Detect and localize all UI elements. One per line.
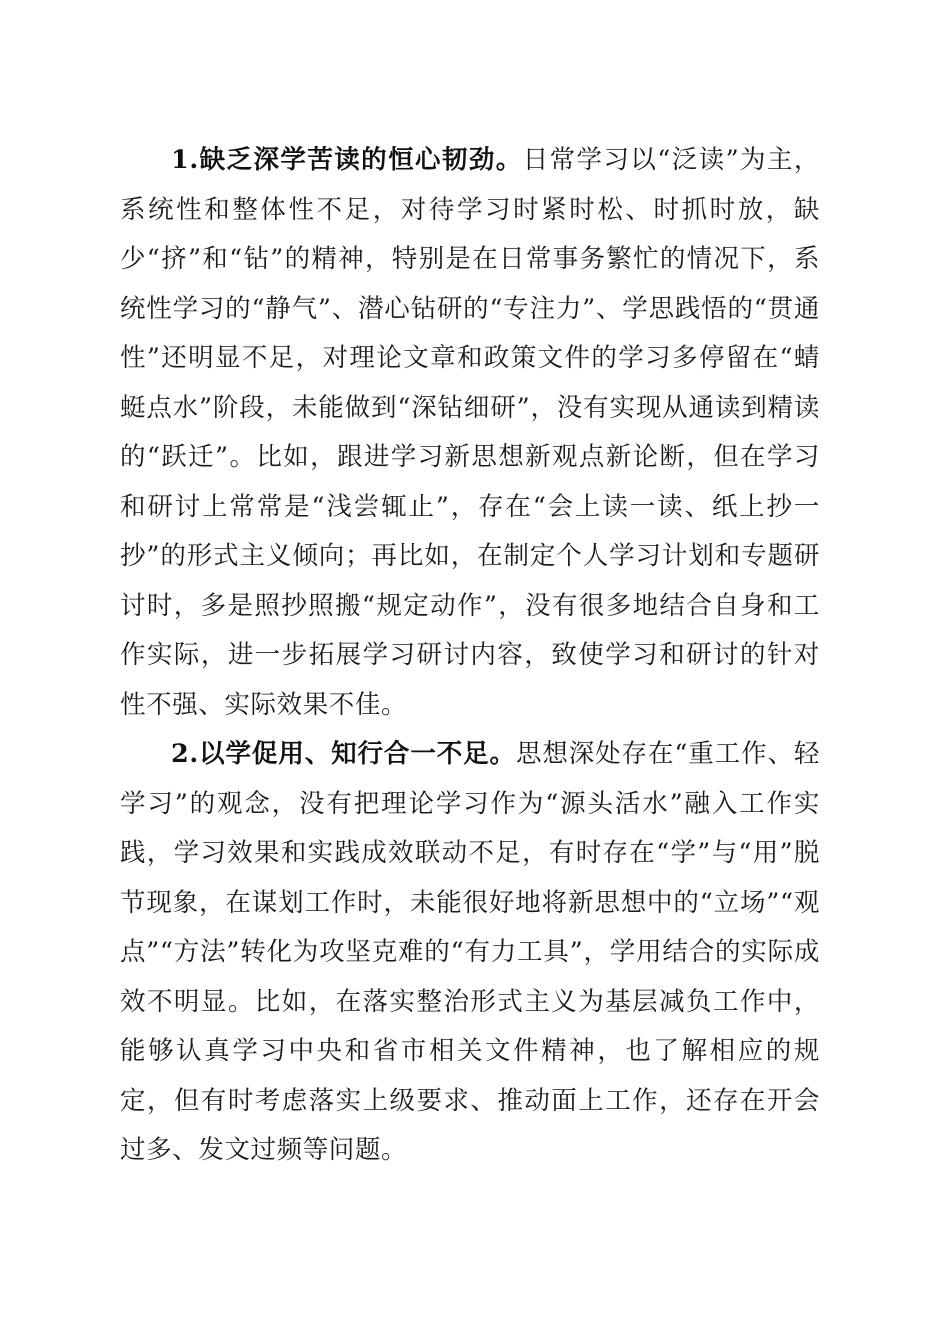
paragraph-1-heading: 1.缺乏深学苦读的恒心韧劲。 — [171, 145, 523, 175]
paragraph-1 — [120, 136, 820, 730]
document-body — [120, 136, 820, 1176]
paragraph-2-heading: 2.以学促用、知行合一不足。 — [171, 739, 516, 769]
paragraph-2 — [120, 730, 820, 1176]
paragraph-2-text: 思想深处存在“重工作、轻学习”的观念，没有把理论学习作为“源头活水”融入工作实践，学习效果和实践成效联动不足，有时存在“学”与“用”脱节现象，在谋划工作时，未能很好地将新思想中的“立场”“观点”“方法”转化为攻坚克难的“有力工具”，学用结合的实际成效不明显。比如，在落实整治形式主义为基层减负工作中，能够认真学习中央和省市相关文件精神，也了解相应的规定，但有时考虑落实上级要求、推动面上工作，还存在开会过多、发文过频等问题。 — [120, 739, 820, 1165]
paragraph-1-text: 日常学习以“泛读”为主，系统性和整体性不足，对待学习时紧时松、时抓时放，缺少“挤”和“钻”的精神，特别是在日常事务繁忙的情况下，系统性学习的“静气”、潜心钻研的“专注力”、学思践悟的“贯通性”还明显不足，对理论文章和政策文件的学习多停留在“蜻蜓点水”阶段，未能做到“深钻细研”，没有实现从通读到精读的“跃迁”。比如，跟进学习新思想新观点新论断，但在学习和研讨上常常是“浅尝辄止”，存在“会上读一读、纸上抄一抄”的形式主义倾向；再比如，在制定个人学习计划和专题研讨时，多是照抄照搬“规定动作”，没有很多地结合自身和工作实际，进一步拓展学习研讨内容，致使学习和研讨的针对性不强、实际效果不佳。 — [120, 145, 820, 720]
